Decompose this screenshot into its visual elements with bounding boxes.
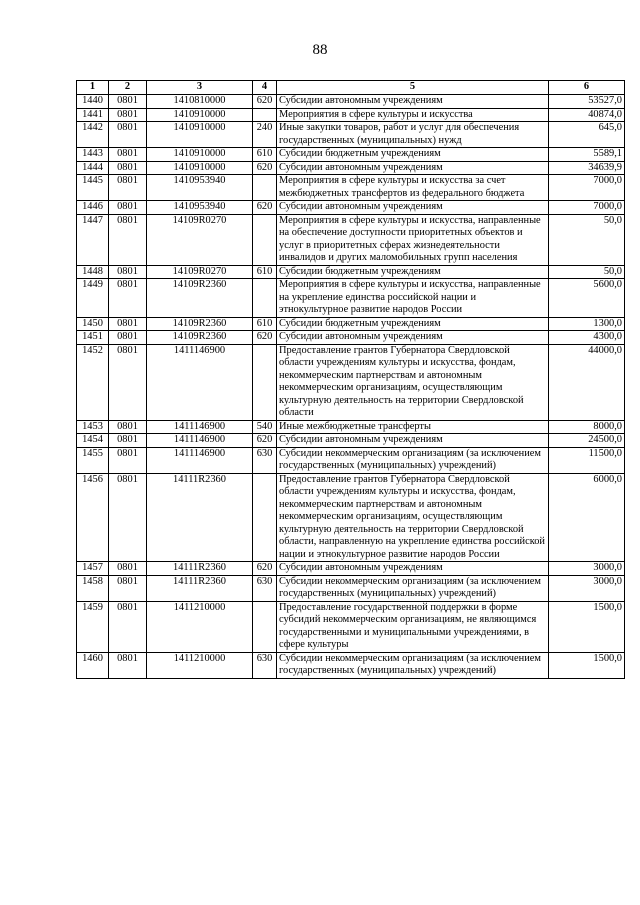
table-row [77,317,625,331]
amount-cell: 50,0 [549,214,625,265]
table-row [77,161,625,175]
amount-cell: 7000,0 [549,201,625,215]
name-cell: Иные закупки товаров, работ и услуг для обеспечения государственных (муниципальных) нужд [277,122,549,148]
name-cell: Предоставление грантов Губернатора Свердловской области учреждениям культуры и искусства, фондам, некоммерческим партнерствам и автономным некоммерческим организациям, осуществляющим культурную деятельность на территории Свердловской области [277,344,549,420]
table-row [77,420,625,434]
section-code-cell: 0801 [109,201,147,215]
expense-type-cell [253,214,277,265]
name-cell: Субсидии некоммерческим организациям (за исключением государственных (муниципальных) учреждений) [277,652,549,678]
column-header: 4 [253,81,277,95]
expense-type-cell [253,279,277,318]
expense-type-cell: 620 [253,331,277,345]
target-article-cell: 14109R0270 [147,214,253,265]
name-cell: Субсидии автономным учреждениям [277,434,549,448]
name-cell: Мероприятия в сфере культуры и искусства за счет межбюджетных трансфертов из федерального бюджета [277,175,549,201]
amount-cell: 645,0 [549,122,625,148]
row-number-cell: 1446 [77,201,109,215]
expense-type-cell [253,344,277,420]
expense-type-cell: 620 [253,201,277,215]
expense-type-cell: 540 [253,420,277,434]
row-number-cell: 1441 [77,108,109,122]
name-cell: Мероприятия в сфере культуры и искусства, направленные на обеспечение доступности приоритетных объектов и услуг в приоритетных сферах жизнедеятельности инвалидов и других маломобильных групп населения [277,214,549,265]
row-number-cell: 1452 [77,344,109,420]
target-article-cell: 1410910000 [147,122,253,148]
section-code-cell: 0801 [109,122,147,148]
section-code-cell: 0801 [109,161,147,175]
section-code-cell: 0801 [109,265,147,279]
table-row [77,279,625,318]
expense-type-cell: 610 [253,317,277,331]
name-cell: Предоставление государственной поддержки в форме субсидий некоммерческим организациям, не являющимся государственными и муниципальными учреждениями, в сфере культуры [277,601,549,652]
amount-cell: 1500,0 [549,652,625,678]
column-header: 2 [109,81,147,95]
section-code-cell: 0801 [109,601,147,652]
target-article-cell: 1410910000 [147,108,253,122]
amount-cell: 5589,1 [549,148,625,162]
row-number-cell: 1453 [77,420,109,434]
row-number-cell: 1447 [77,214,109,265]
row-number-cell: 1454 [77,434,109,448]
table-row [77,331,625,345]
name-cell: Мероприятия в сфере культуры и искусства, направленные на укрепление единства российской нации и этнокультурное развитие народов России [277,279,549,318]
name-cell: Субсидии некоммерческим организациям (за исключением государственных (муниципальных) учреждений) [277,575,549,601]
target-article-cell: 1411146900 [147,447,253,473]
expense-type-cell: 630 [253,652,277,678]
target-article-cell: 1411210000 [147,601,253,652]
amount-cell: 1500,0 [549,601,625,652]
row-number-cell: 1440 [77,95,109,109]
section-code-cell: 0801 [109,317,147,331]
name-cell: Субсидии автономным учреждениям [277,562,549,576]
table-row [77,447,625,473]
table-row [77,562,625,576]
section-code-cell: 0801 [109,420,147,434]
expense-type-cell [253,601,277,652]
target-article-cell: 14109R0270 [147,265,253,279]
target-article-cell: 1411146900 [147,344,253,420]
expense-type-cell: 620 [253,434,277,448]
expense-type-cell: 610 [253,265,277,279]
name-cell: Субсидии автономным учреждениям [277,161,549,175]
expense-type-cell: 610 [253,148,277,162]
table-row [77,214,625,265]
table-row [77,108,625,122]
target-article-cell: 1410953940 [147,201,253,215]
row-number-cell: 1456 [77,473,109,562]
row-number-cell: 1445 [77,175,109,201]
table-row [77,95,625,109]
section-code-cell: 0801 [109,473,147,562]
amount-cell: 3000,0 [549,562,625,576]
column-header: 5 [277,81,549,95]
amount-cell: 53527,0 [549,95,625,109]
name-cell: Субсидии автономным учреждениям [277,331,549,345]
table-row [77,601,625,652]
amount-cell: 50,0 [549,265,625,279]
amount-cell: 1300,0 [549,317,625,331]
section-code-cell: 0801 [109,434,147,448]
target-article-cell: 14109R2360 [147,279,253,318]
row-number-cell: 1460 [77,652,109,678]
target-article-cell: 1410810000 [147,95,253,109]
row-number-cell: 1443 [77,148,109,162]
row-number-cell: 1450 [77,317,109,331]
expense-type-cell [253,108,277,122]
expense-type-cell: 240 [253,122,277,148]
table-row [77,175,625,201]
row-number-cell: 1444 [77,161,109,175]
amount-cell: 44000,0 [549,344,625,420]
name-cell: Предоставление грантов Губернатора Свердловской области учреждениям культуры и искусства, фондам, некоммерческим партнерствам и автономным некоммерческим организациям, осуществляющим культурную деятельность на территории Свердловской области, направленную на укрепление единства российской нации и этнокультурное развитие народов России [277,473,549,562]
amount-cell: 11500,0 [549,447,625,473]
expense-type-cell [253,473,277,562]
amount-cell: 4300,0 [549,331,625,345]
target-article-cell: 1410953940 [147,175,253,201]
table-row [77,575,625,601]
table-row [77,122,625,148]
table-row [77,652,625,678]
header-row [77,81,625,95]
section-code-cell: 0801 [109,175,147,201]
name-cell: Иные межбюджетные трансферты [277,420,549,434]
table-row [77,148,625,162]
target-article-cell: 14111R2360 [147,473,253,562]
row-number-cell: 1457 [77,562,109,576]
table-row [77,344,625,420]
target-article-cell: 1410910000 [147,148,253,162]
expense-type-cell: 620 [253,562,277,576]
amount-cell: 3000,0 [549,575,625,601]
amount-cell: 40874,0 [549,108,625,122]
section-code-cell: 0801 [109,148,147,162]
section-code-cell: 0801 [109,279,147,318]
section-code-cell: 0801 [109,108,147,122]
target-article-cell: 1411146900 [147,434,253,448]
section-code-cell: 0801 [109,562,147,576]
table-row [77,434,625,448]
expense-type-cell: 630 [253,575,277,601]
target-article-cell: 14109R2360 [147,317,253,331]
row-number-cell: 1442 [77,122,109,148]
row-number-cell: 1448 [77,265,109,279]
table-row [77,201,625,215]
amount-cell: 8000,0 [549,420,625,434]
amount-cell: 24500,0 [549,434,625,448]
expense-type-cell: 620 [253,161,277,175]
name-cell: Субсидии бюджетным учреждениям [277,265,549,279]
row-number-cell: 1449 [77,279,109,318]
amount-cell: 5600,0 [549,279,625,318]
section-code-cell: 0801 [109,214,147,265]
section-code-cell: 0801 [109,344,147,420]
amount-cell: 6000,0 [549,473,625,562]
target-article-cell: 1411210000 [147,652,253,678]
section-code-cell: 0801 [109,331,147,345]
table-row [77,473,625,562]
section-code-cell: 0801 [109,95,147,109]
row-number-cell: 1455 [77,447,109,473]
expense-type-cell [253,175,277,201]
name-cell: Субсидии автономным учреждениям [277,201,549,215]
row-number-cell: 1459 [77,601,109,652]
target-article-cell: 1411146900 [147,420,253,434]
column-header: 1 [77,81,109,95]
budget-table [76,80,625,679]
section-code-cell: 0801 [109,447,147,473]
name-cell: Субсидии бюджетным учреждениям [277,148,549,162]
table-row [77,265,625,279]
section-code-cell: 0801 [109,652,147,678]
name-cell: Мероприятия в сфере культуры и искусства [277,108,549,122]
expense-type-cell: 620 [253,95,277,109]
column-header: 6 [549,81,625,95]
amount-cell: 7000,0 [549,175,625,201]
amount-cell: 34639,9 [549,161,625,175]
column-header: 3 [147,81,253,95]
row-number-cell: 1458 [77,575,109,601]
target-article-cell: 14109R2360 [147,331,253,345]
section-code-cell: 0801 [109,575,147,601]
page-number: 88 [312,42,328,58]
name-cell: Субсидии некоммерческим организациям (за исключением государственных (муниципальных) учреждений) [277,447,549,473]
name-cell: Субсидии автономным учреждениям [277,95,549,109]
target-article-cell: 1410910000 [147,161,253,175]
name-cell: Субсидии бюджетным учреждениям [277,317,549,331]
expense-type-cell: 630 [253,447,277,473]
target-article-cell: 14111R2360 [147,562,253,576]
target-article-cell: 14111R2360 [147,575,253,601]
row-number-cell: 1451 [77,331,109,345]
